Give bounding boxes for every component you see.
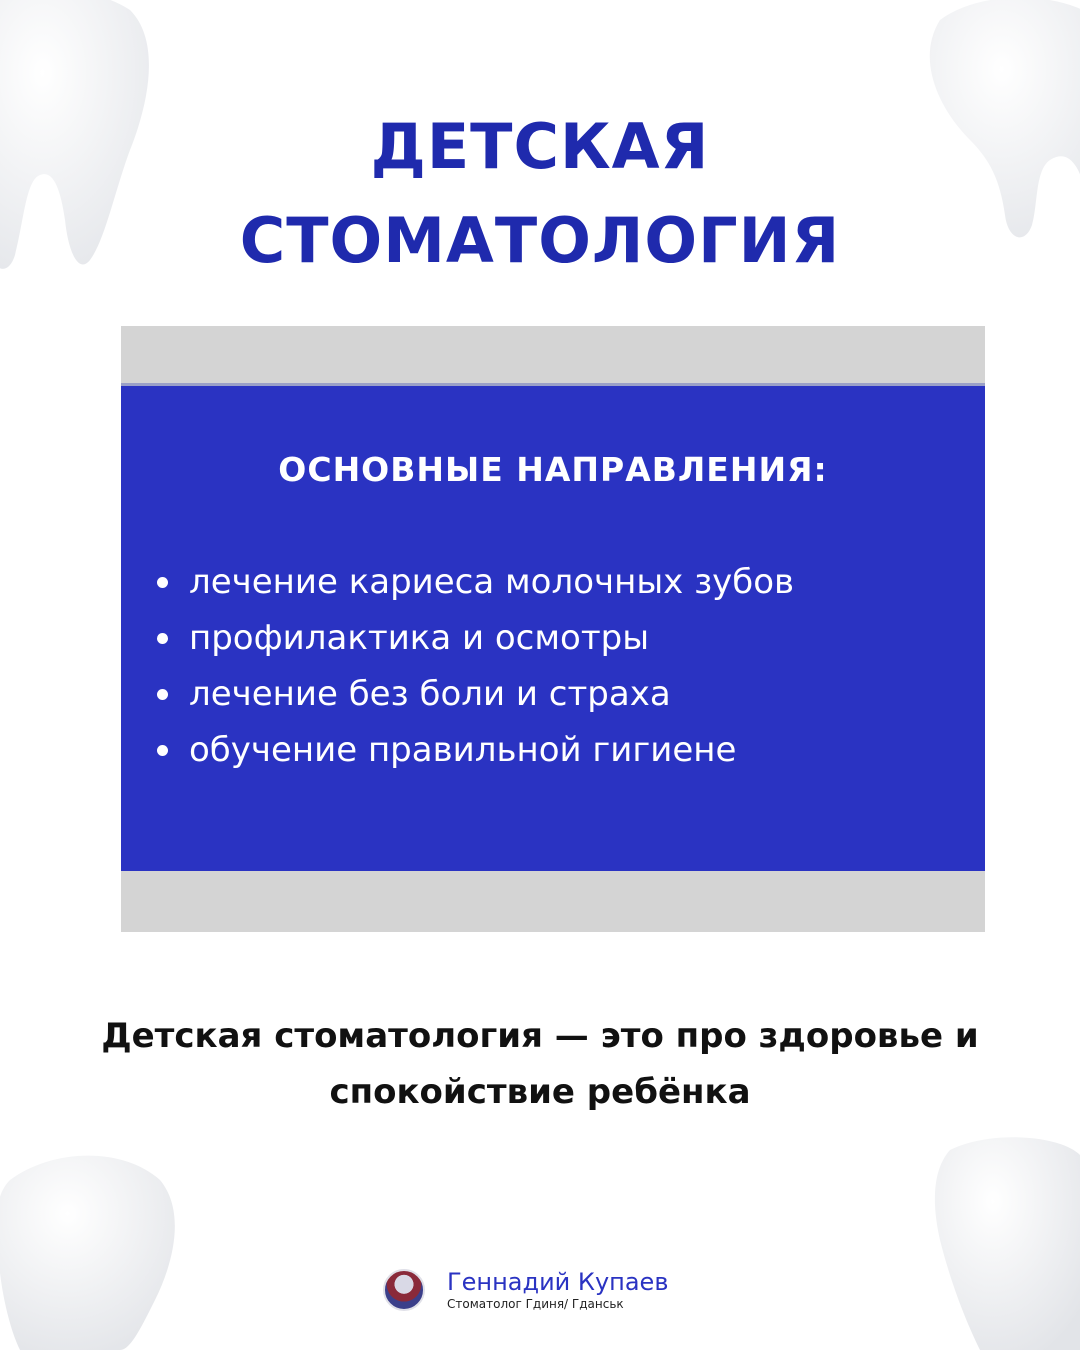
tagline-line-1: Детская стоматология — это про здоровье и	[101, 1016, 979, 1056]
list-item	[155, 610, 794, 666]
author-block	[383, 1268, 668, 1312]
list-item	[155, 666, 794, 722]
tagline-line-2: спокойствие ребёнка	[329, 1072, 751, 1112]
info-card	[121, 326, 985, 932]
title-line-2: СТОМАТОЛОГИЯ	[239, 204, 841, 277]
bullet-icon	[157, 745, 168, 756]
list-item	[155, 722, 794, 778]
tooth-icon-bottom-left	[0, 1140, 190, 1350]
directions-list	[155, 554, 794, 778]
author-role: Стоматолог Гдиня/ Гданськ	[447, 1297, 624, 1311]
author-text	[447, 1268, 668, 1312]
tagline	[0, 1008, 1080, 1120]
bullet-icon	[157, 689, 168, 700]
directions-panel	[121, 383, 985, 871]
list-item-text: обучение правильной гигиене	[189, 730, 737, 770]
title-line-1: ДЕТСКАЯ	[370, 110, 710, 183]
page-title	[0, 100, 1080, 288]
list-item-text: лечение без боли и страха	[189, 674, 671, 714]
author-name: Геннадий Купаев	[447, 1268, 669, 1296]
panel-heading: ОСНОВНЫЕ НАПРАВЛЕНИЯ:	[278, 450, 828, 489]
bullet-icon	[157, 633, 168, 644]
list-item-text: лечение кариеса молочных зубов	[189, 562, 795, 602]
avatar	[383, 1269, 425, 1311]
list-item	[155, 554, 794, 610]
tooth-icon-bottom-right	[920, 1130, 1080, 1350]
list-item-text: профилактика и осмотры	[189, 618, 650, 658]
bullet-icon	[157, 577, 168, 588]
